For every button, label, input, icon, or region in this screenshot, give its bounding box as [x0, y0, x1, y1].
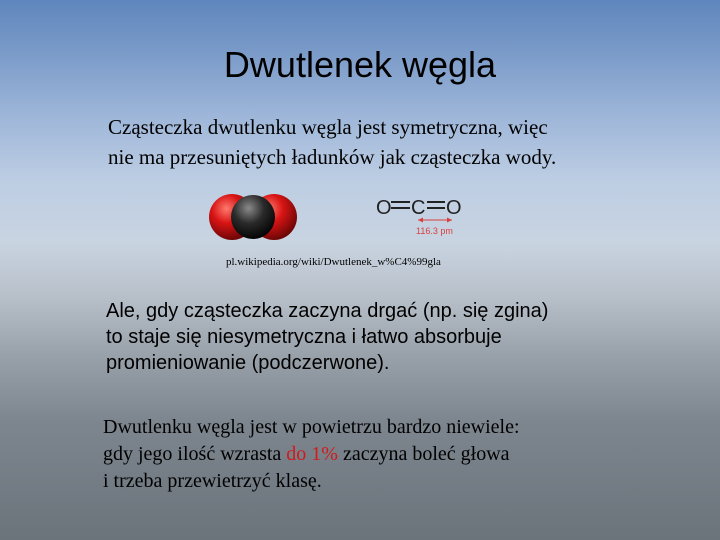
concentration-text: gdy jego ilość wzrasta: [103, 443, 287, 465]
vibration-line: to staje się niesymetryczna i łatwo absorbuje: [106, 326, 502, 348]
concentration-line: Dwutlenku węgla jest w powietrzu bardzo niewiele:: [103, 416, 520, 438]
slide-title: Dwutlenek węgla: [223, 44, 497, 85]
intro-line: nie ma przesuniętych ładunków jak cząsteczka wody.: [108, 145, 557, 169]
concentration-highlight: do 1%: [286, 443, 338, 465]
concentration-line: [103, 441, 703, 468]
concentration-text: zaczyna boleć głowa: [337, 443, 510, 465]
intro-paragraph: [108, 112, 668, 172]
source-caption: pl.wikipedia.org/wiki/Dwutlenek_w%C4%99gla: [226, 256, 441, 268]
co2-space-filling-model-icon: [208, 188, 298, 246]
formula-atom-o-right: O: [446, 197, 462, 219]
vibration-line: Ale, gdy cząsteczka zaczyna drgać (np. się zgina): [106, 300, 549, 322]
intro-line: Cząsteczka dwutlenku węgla jest symetryczna, więc: [108, 115, 548, 139]
vibration-paragraph: [106, 298, 706, 376]
bond-length-label: 116.3 pm: [416, 226, 453, 236]
formula-atom-o-left: O: [376, 197, 392, 219]
concentration-line: i trzeba przewietrzyć klasę.: [103, 470, 322, 492]
vibration-line: promieniowanie (podczerwone).: [106, 352, 390, 374]
co2-structural-formula-icon: [372, 190, 468, 240]
concentration-paragraph: [103, 414, 703, 495]
formula-atom-c: C: [411, 197, 426, 219]
